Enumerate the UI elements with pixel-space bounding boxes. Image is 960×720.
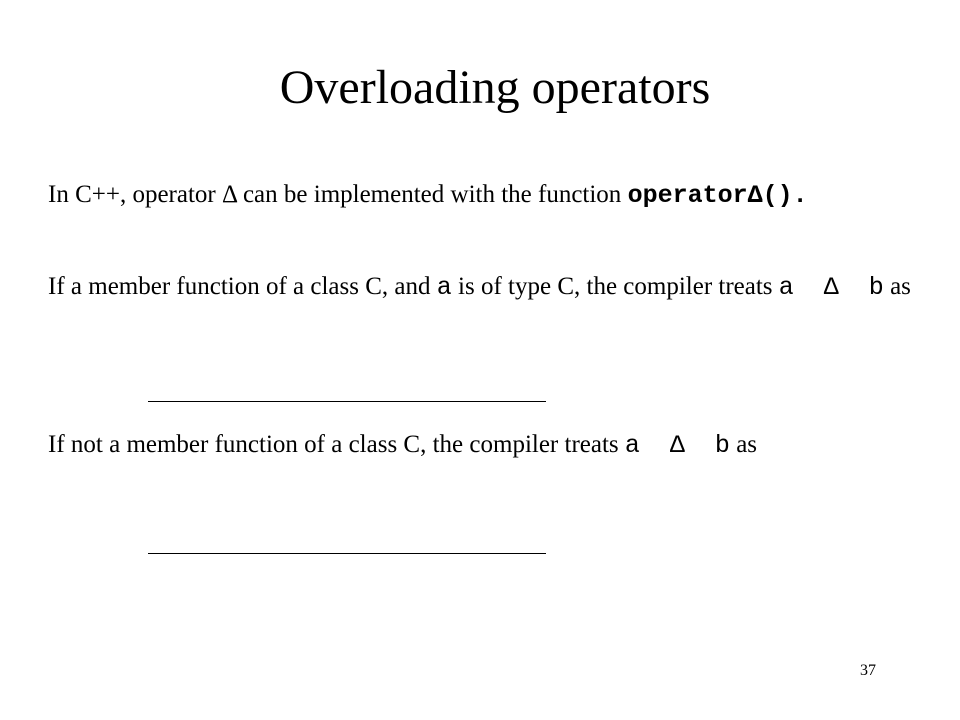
paragraph-operator-function <box>48 178 918 213</box>
p1-text-middle: can be implemented with the function <box>236 181 628 208</box>
answer-blank-line <box>148 553 546 554</box>
p2-expression: a Δ b <box>778 273 884 302</box>
p1-period: . <box>792 181 808 210</box>
p2-variable-a: a <box>436 273 452 302</box>
p1-delta-symbol: Δ <box>222 181 237 208</box>
p1-function-name: operatorΔ() <box>627 181 793 210</box>
p1-text-before: In C++, operator <box>48 181 222 208</box>
p2-text-before: If a member function of a class C, and <box>48 273 437 300</box>
p3-expression: a Δ b <box>624 431 730 460</box>
slide-title: Overloading operators <box>279 61 711 114</box>
p2-text-after: as <box>883 273 911 300</box>
p2-text-middle: is of type C, the compiler treats <box>451 273 779 300</box>
answer-blank-line <box>148 401 546 402</box>
paragraph-member-function <box>48 270 918 305</box>
paragraph-non-member-function <box>48 428 918 463</box>
p3-text-after: as <box>729 431 758 458</box>
p3-text-before: If not a member function of a class C, the compiler treats <box>48 431 625 458</box>
page-number: 37 <box>860 662 876 679</box>
